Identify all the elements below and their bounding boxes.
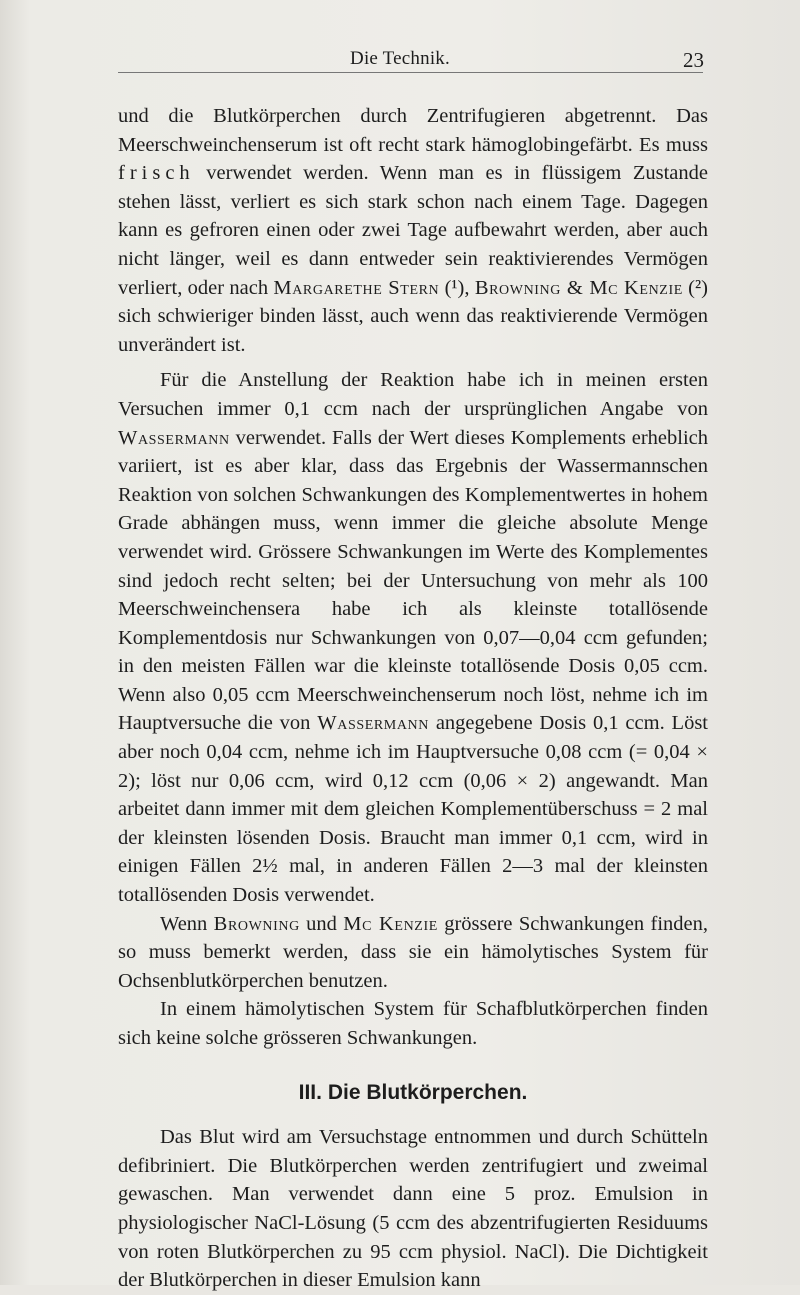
paragraph-1 <box>118 102 708 359</box>
paragraph-2 <box>118 366 708 909</box>
paragraph-5 <box>118 1123 708 1295</box>
author-name: Wassermann <box>118 426 230 449</box>
text-run: Das Blut wird am Versuchstage entnommen und durch Schütteln defibriniert. Die Blutkörperchen werden zentrifugiert und zweimal gewaschen. Man verwendet dann eine 5 proz. Emulsion in physiologischer NaCl-Lösung (5 ccm des abzentrifugierten Residuums von roten Blutkörperchen zu 95 ccm physiol. NaCl). Die Dichtigkeit der Blutkörperchen in dieser Emulsion kann <box>118 1126 708 1292</box>
author-name: Mc Kenzie <box>343 912 438 935</box>
text-run: und die Blutkörperchen durch Zentrifugieren abgetrennt. Das Meerschweinchenserum ist oft recht stark hämoglobingefärbt. Es muss <box>118 105 708 156</box>
text-run: (¹), <box>439 276 475 299</box>
running-header <box>0 48 800 78</box>
text-run: grössere Schwankungen finden, so muss bemerkt werden, dass sie ein hämolytisches System für Ochsenblutkörperchen benutzen. <box>118 912 708 992</box>
text-run: angegebene Dosis 0,1 ccm. Löst aber noch 0,04 ccm, nehme ich im Hauptversuche 0,08 ccm (= 0,04 × 2); löst nur 0,06 ccm, wird 0,12 ccm (0,06 × 2) angewandt. Man arbeitet dann immer mit dem gleichen Komplementüberschuss = 2 mal der kleinsten lösenden Dosis. Braucht man immer 0,1 ccm, wird in einigen Fällen 2½ mal, in anderen Fällen 2—3 mal der kleinsten totallösenden Dosis verwendet. <box>118 712 708 907</box>
text-run: (²) sich schwieriger binden lässt, auch wenn das reaktivierende Vermögen unverändert ist. <box>118 276 708 356</box>
text-run: In einem hämolytischen System für Schafblutkörperchen finden sich keine solche grösseren Schwankungen. <box>118 998 708 1049</box>
running-title: Die Technik. <box>350 48 450 69</box>
paragraph-4 <box>118 995 708 1052</box>
author-name: Margarethe Stern <box>273 276 440 299</box>
header-rule <box>118 72 703 73</box>
text-run: Wenn <box>160 912 214 935</box>
text-run: Für die Anstellung der Reaktion habe ich in meinen ersten Versuchen immer 0,1 ccm nach der ursprünglichen Angabe von <box>118 369 708 420</box>
text-run: verwendet werden. Wenn man es in flüssigem Zustande stehen lässt, verliert es sich stark schon nach einem Tage. Dagegen kann es gefroren einen oder zwei Tage aufbewahrt werden, aber auch nicht länger, weil es dann entweder sein reaktivierendes Vermögen verliert, oder nach <box>118 162 708 299</box>
author-name: Browning <box>213 912 300 935</box>
author-name: Wassermann <box>317 712 429 735</box>
text-run: verwendet. Falls der Wert dieses Komplements erheblich variiert, ist es aber klar, dass das Ergebnis der Wassermannschen Reaktion von solchen Schwankungen des Komplementwertes in hohem Grade abhängen muss, wenn immer die gleiche absolute Menge verwendet wird. Grössere Schwankungen im Werte des Komplementes sind jedoch recht selten; bei der Untersuchung von mehr als 100 Meerschweinchensera habe ich als kleinste totallösende Komplementdosis nur Schwankungen von 0,07—0,04 ccm gefunden; in den meisten Fällen war die kleinste totallösende Dosis 0,05 ccm. Wenn also 0,05 ccm Meerschweinchenserum noch löst, nehme ich im Hauptversuche die von <box>118 426 708 735</box>
section-heading: III. Die Blutkörperchen. <box>298 1080 528 1104</box>
text-run: und <box>299 912 344 935</box>
page-number: 23 <box>683 48 704 72</box>
emphasis-spaced: frisch <box>118 162 195 185</box>
page-body <box>118 102 708 1295</box>
author-name: Browning & Mc Kenzie <box>474 276 683 299</box>
paragraph-3 <box>118 910 708 996</box>
